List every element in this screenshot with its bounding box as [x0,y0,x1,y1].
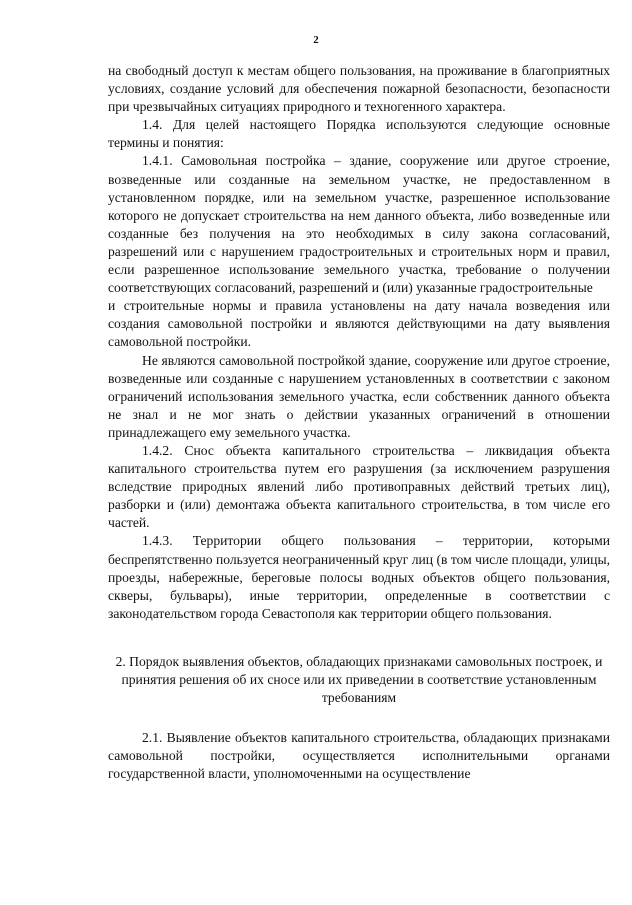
paragraph-1-4-1-continued: и строительные нормы и правила установлены на дату начала возведения или создания самовольной постройки и являются действующими на дату выявления самовольной постройки. [108,298,610,350]
document-body [108,62,610,783]
section-heading: 2. Порядок выявления объектов, обладающих признаками самовольных построек, и принятия решения об их сносе или их приведении в соответствие установленным требованиям [115,653,603,706]
paragraph-1-4-1: 1.4.1. Самовольная постройка – здание, сооружение или другое строение, возведенные или созданные на земельном участке, не предоставленном в установленном порядке, или на земельном участке, разрешенное использование которого не допускает строительства на нем данного объекта, либо возведенные или созданные без получения на это необходимых в силу закона согласований, разрешений или с нарушением градостроительных и строительных норм и правил, если разрешенное использование земельного участка, требование о получении соответствующих согласований, разрешений и (или) указанные градостроительные [108,153,610,296]
paragraph-1-4-2: 1.4.2. Снос объекта капитального строительства – ликвидация объекта капитального строительства путем его разрушения (за исключением разрушения вследствие природных явлений либо противоправных действий третьих лиц), разборки и (или) демонтажа объекта капитального строительства, в том числе его частей. [108,442,610,531]
paragraph-2-1: 2.1. Выявление объектов капитального строительства, обладающих признаками самовольной постройки, осуществляется исполнительными органами государственной власти, уполномоченными на осуществление [108,730,610,782]
paragraph-continuation: на свободный доступ к местам общего пользования, на проживание в благоприятных условиях, создание условий для обеспечения пожарной безопасности, безопасности при чрезвычайных ситуациях природного и техногенного характера. [108,63,610,115]
paragraph-1-4-3: 1.4.3. Территории общего пользования – территории, которыми беспрепятственно пользуется неограниченный круг лиц (в том числе площади, улицы, проезды, набережные, береговые полосы водных объектов общего пользования, скверы, бульвары), иные территории, определенные в соответствии с законодательством города Севастополя как территории общего пользования. [108,533,610,621]
paragraph-1-4: 1.4. Для целей настоящего Порядка используются следующие основные термины и понятия: [108,117,610,151]
page-number: 2 [313,34,319,46]
paragraph-exception: Не являются самовольной постройкой здание, сооружение или другое строение, возведенные или созданные с нарушением установленных в соответствии с законом ограничений использования земельного участка, если собственник данного объекта не знал и не мог знать о действии указанных ограничений в отношении принадлежащего ему земельного участка. [108,352,610,440]
